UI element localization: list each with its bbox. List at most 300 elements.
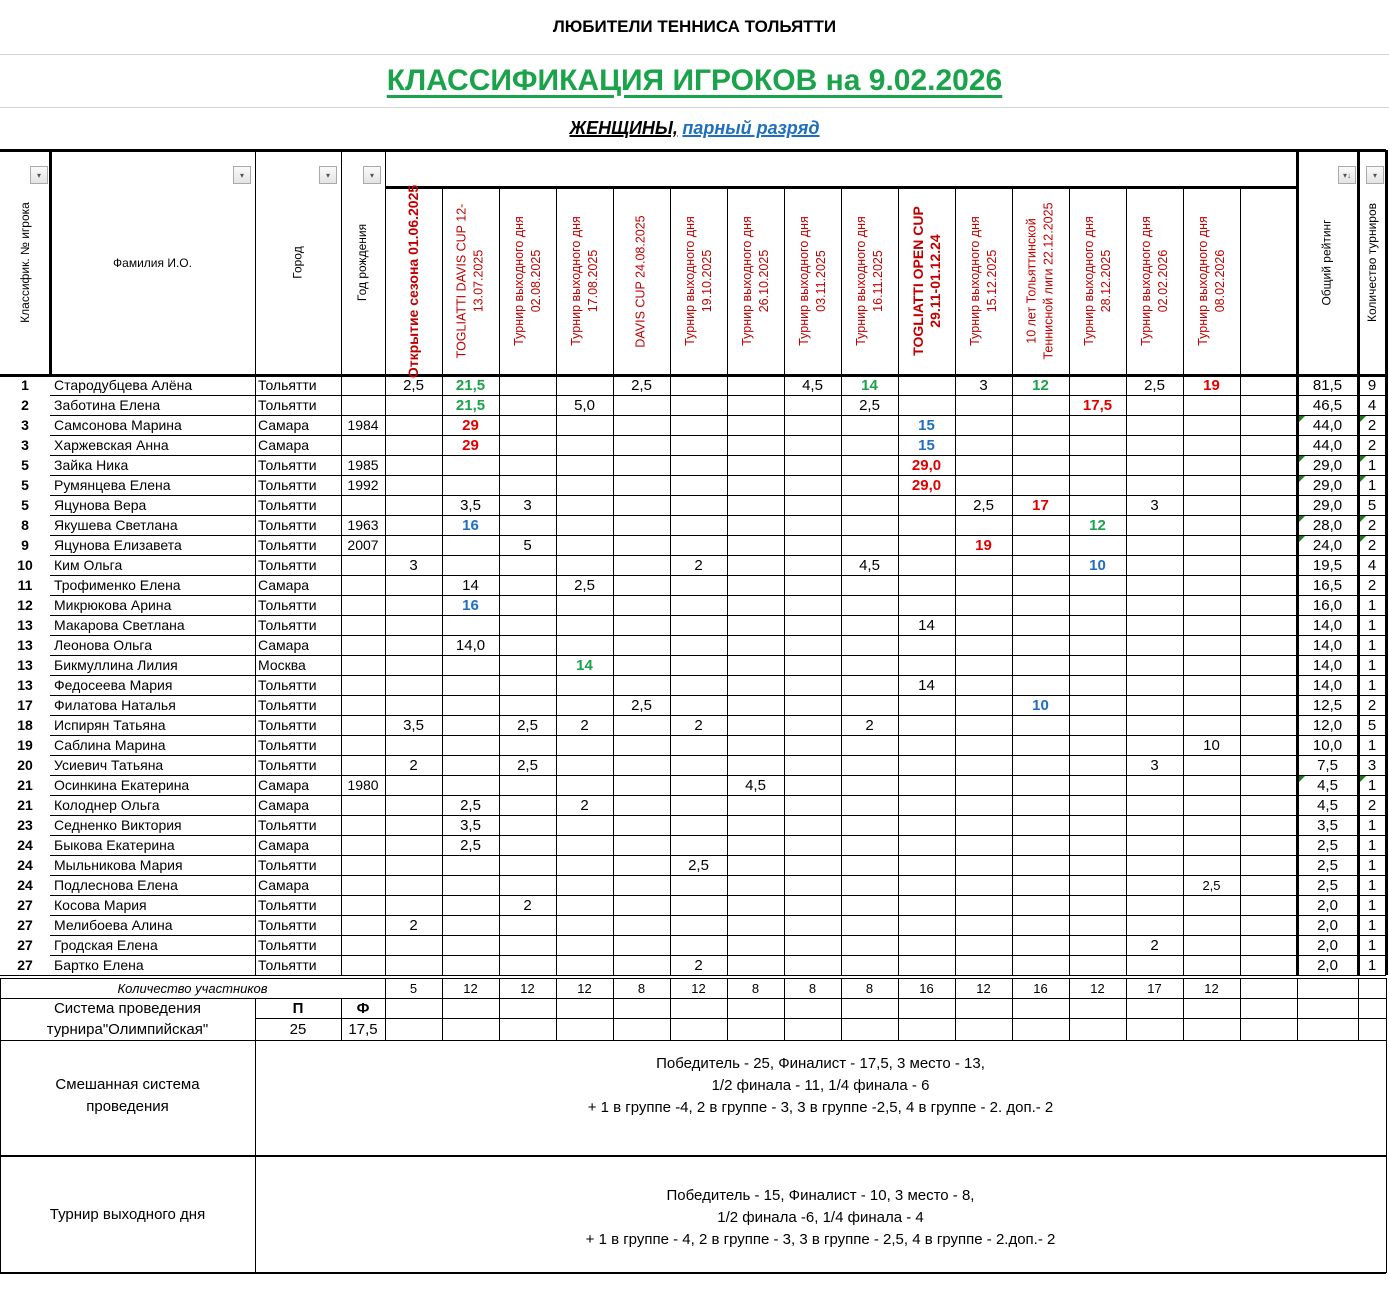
event-title-line1: Турнир выходного дня [853, 216, 868, 346]
player-total: 44,0 [1312, 416, 1343, 434]
player-city: Тольятти [258, 497, 317, 513]
table-row[interactable] [0, 595, 1386, 615]
player-total: 2,0 [1317, 956, 1338, 974]
filter-dropdown-icon[interactable]: ▾ [319, 166, 337, 184]
player-rank: 24 [17, 857, 33, 873]
filter-dropdown-icon[interactable]: ▾ [363, 166, 381, 184]
table-row[interactable] [0, 475, 1386, 495]
player-name: Филатова Наталья [54, 697, 176, 713]
event-score: 2,5 [631, 376, 652, 394]
player-birth-year [341, 395, 385, 415]
player-total: 14,0 [1312, 616, 1343, 634]
player-total: 29,0 [1312, 456, 1343, 474]
event-title [910, 206, 944, 356]
player-name: Зайка Ника [54, 457, 129, 473]
player-name: Микрюкова Арина [54, 597, 172, 613]
event-score: 3 [409, 556, 418, 574]
event-score: 21,5 [455, 376, 486, 394]
event-header [385, 184, 442, 378]
mixed-system-rules [255, 1053, 1386, 1119]
player-name: Трофименко Елена [54, 577, 181, 593]
event-score: 15 [918, 436, 935, 454]
player-rank: 27 [17, 957, 33, 973]
player-rank: 23 [17, 817, 33, 833]
player-rank: 13 [17, 677, 33, 693]
player-rank: 12 [17, 597, 33, 613]
cell-note-marker [1299, 416, 1305, 422]
player-tournament-count: 1 [1367, 876, 1377, 894]
player-tournament-count: 1 [1367, 616, 1377, 634]
participants-count: 16 [919, 980, 934, 996]
player-city: Тольятти [258, 477, 317, 493]
event-header [1012, 187, 1069, 375]
player-rank: 13 [17, 637, 33, 653]
player-total: 16,5 [1312, 576, 1343, 594]
table-row[interactable] [0, 395, 1386, 415]
player-rank: 27 [17, 897, 33, 913]
player-birth-year: 1980 [347, 777, 379, 793]
org-title-row [0, 0, 1389, 55]
cell-note-marker [1360, 516, 1366, 522]
event-score: 12 [1032, 376, 1049, 394]
event-title [511, 216, 545, 346]
player-birth-year [341, 815, 385, 835]
grid-line [898, 978, 899, 1040]
table-row[interactable] [0, 495, 1386, 515]
participants-count: 12 [463, 980, 478, 996]
event-score: 3,5 [460, 496, 481, 514]
event-score: 14 [918, 616, 935, 634]
event-score: 2 [694, 956, 703, 974]
mixed-system-label-line2: проведения [86, 1098, 169, 1115]
event-score: 2 [409, 916, 418, 934]
event-score: 14 [918, 676, 935, 694]
table-row[interactable] [0, 895, 1386, 915]
player-total: 2,5 [1317, 836, 1338, 854]
table-row[interactable] [0, 555, 1386, 575]
table-row[interactable] [0, 535, 1386, 555]
event-score: 29 [462, 416, 479, 434]
table-row[interactable] [0, 415, 1386, 435]
event-title-line2: 13.07.2025 [471, 249, 486, 313]
event-title-line1: Турнир выходного дня [511, 216, 526, 346]
player-birth-year [341, 935, 385, 955]
grid-line [670, 978, 671, 1040]
participants-count: 12 [1090, 980, 1105, 996]
player-tournament-count: 2 [1367, 576, 1377, 594]
player-tournament-count: 1 [1367, 456, 1377, 474]
table-row[interactable] [0, 715, 1386, 735]
event-score: 19 [975, 536, 992, 554]
mixed-rule-line: Победитель - 25, Финалист - 17,5, 3 место - 13, [656, 1055, 985, 1072]
olympic-p-value: 25 [289, 1020, 307, 1038]
grid-line [0, 975, 50, 976]
cell-note-marker [1360, 416, 1366, 422]
player-city: Тольятти [258, 557, 317, 573]
player-birth-year: 1984 [347, 417, 379, 433]
player-city: Тольятти [258, 737, 317, 753]
player-rank: 27 [17, 937, 33, 953]
player-rank: 3 [21, 417, 29, 433]
cell-note-marker [1299, 476, 1305, 482]
event-title [796, 216, 830, 346]
player-city: Самара [258, 797, 310, 813]
player-name: Саблина Марина [54, 737, 166, 753]
player-city: Тольятти [258, 817, 317, 833]
table-row[interactable] [0, 915, 1386, 935]
player-name: Испирян Татьяна [54, 717, 166, 733]
event-header [1126, 187, 1183, 375]
column-header-city-label: Город [290, 246, 305, 279]
table-row[interactable] [0, 515, 1386, 535]
event-title-line2: 15.12.2025 [984, 249, 999, 313]
column-header-name: Фамилия И.О. [113, 255, 192, 270]
participants-count: 8 [637, 980, 646, 996]
event-score: 16 [462, 596, 479, 614]
grid-line [442, 978, 443, 1040]
player-birth-year [341, 595, 385, 615]
table-row[interactable] [0, 455, 1386, 475]
participants-count: 12 [520, 980, 535, 996]
player-birth-year [341, 715, 385, 735]
filter-dropdown-icon[interactable]: ▾ [30, 166, 48, 184]
event-score: 2,5 [859, 396, 880, 414]
player-tournament-count: 1 [1367, 776, 1377, 794]
table-row[interactable] [0, 775, 1386, 795]
event-score: 3 [523, 496, 532, 514]
player-birth-year [341, 375, 385, 395]
player-rank: 5 [21, 497, 29, 513]
player-total: 24,0 [1312, 536, 1343, 554]
player-total: 28,0 [1312, 516, 1343, 534]
participants-count: 17 [1147, 980, 1162, 996]
page-title: КЛАССИФИКАЦИЯ ИГРОКОВ на 9.02.2026 [386, 64, 1003, 97]
player-name: Якушева Светлана [54, 517, 178, 533]
player-rank: 5 [21, 457, 29, 473]
event-title-line1: Турнир выходного дня [568, 216, 583, 346]
grid-line [1358, 978, 1359, 1040]
player-birth-year [341, 675, 385, 695]
player-birth-year [341, 895, 385, 915]
event-title-line1: Турнир выходного дня [1081, 216, 1096, 346]
event-score: 3,5 [460, 816, 481, 834]
event-score: 2,5 [460, 796, 481, 814]
player-tournament-count: 2 [1367, 796, 1377, 814]
event-score: 2,5 [1202, 877, 1221, 893]
table-row[interactable] [0, 695, 1386, 715]
player-city: Самара [258, 837, 310, 853]
event-title-line1: Турнир выходного дня [796, 216, 811, 346]
table-row[interactable] [0, 935, 1386, 955]
filter-dropdown-icon[interactable]: ▾ [233, 166, 251, 184]
player-city: Самара [258, 777, 310, 793]
participants-count: 12 [577, 980, 592, 996]
event-title [633, 215, 650, 347]
event-header [1069, 187, 1126, 375]
table-row[interactable] [0, 635, 1386, 655]
event-title-line2: 08.02.2026 [1212, 249, 1227, 313]
cell-note-marker [1299, 776, 1305, 782]
grid-line [1386, 978, 1387, 1273]
player-name: Усиевич Татьяна [54, 757, 164, 773]
grid-line [50, 975, 1386, 976]
player-total: 2,0 [1317, 896, 1338, 914]
player-total: 14,0 [1312, 636, 1343, 654]
player-tournament-count: 1 [1367, 596, 1377, 614]
player-total: 2,5 [1317, 856, 1338, 874]
player-tournament-count: 1 [1367, 856, 1377, 874]
event-title [405, 184, 422, 377]
player-name: Яцунова Елизавета [54, 537, 182, 553]
player-rank: 5 [21, 477, 29, 493]
event-title [853, 216, 887, 346]
event-title-line1: DAVIS CUP 24.08.2025 [634, 214, 649, 348]
participants-count: 8 [808, 980, 817, 996]
column-header-rank-label: Классифик. № игрока [17, 202, 32, 323]
event-score: 3 [1150, 496, 1159, 514]
player-tournament-count: 2 [1367, 516, 1377, 534]
event-title-line2: 26.10.2025 [756, 249, 771, 313]
table-row[interactable] [0, 955, 1386, 975]
event-header [613, 187, 670, 375]
event-score: 2,5 [631, 696, 652, 714]
player-tournament-count: 5 [1367, 716, 1377, 734]
table-row[interactable] [0, 655, 1386, 675]
event-title-line1: 10 лет Тольяттинской [1024, 218, 1039, 344]
grid-line [1069, 978, 1070, 1040]
player-rank: 2 [21, 397, 29, 413]
event-title-line1: TOGLIATTI DAVIS CUP 12- [454, 203, 469, 359]
player-rank: 18 [17, 717, 33, 733]
player-birth-year: 1963 [347, 517, 379, 533]
grid-line [0, 978, 1, 1273]
player-total: 12,0 [1312, 716, 1343, 734]
player-total: 81,5 [1312, 376, 1343, 394]
player-birth-year [341, 655, 385, 675]
player-birth-year [341, 435, 385, 455]
table-row[interactable] [0, 435, 1386, 455]
grid-line [841, 978, 842, 1040]
event-title-line1: Турнир выходного дня [967, 216, 982, 346]
player-rank: 20 [17, 757, 33, 773]
event-header [442, 187, 499, 375]
player-birth-year: 1985 [347, 457, 379, 473]
participants-count [1240, 978, 1297, 998]
event-title-line1: TOGLIATTI OPEN CUP [909, 206, 926, 356]
event-score: 2 [694, 556, 703, 574]
event-title-line1: Турнир выходного дня [1138, 216, 1153, 346]
table-row[interactable] [0, 815, 1386, 835]
player-city: Тольятти [258, 717, 317, 733]
player-birth-year [341, 915, 385, 935]
event-score: 2 [694, 716, 703, 734]
weekend-rule-line: + 1 в группе - 4, 2 в группе - 3, 3 в группе - 2,5, 4 в группе - 2.доп.- 2 [585, 1231, 1056, 1248]
player-birth-year [341, 955, 385, 975]
weekend-rules [255, 1185, 1386, 1251]
grid-line [727, 978, 728, 1040]
table-row[interactable] [0, 575, 1386, 595]
table-row[interactable] [0, 615, 1386, 635]
grid-line [1240, 978, 1241, 1040]
page-title-row [0, 55, 1389, 108]
player-city: Самара [258, 437, 310, 453]
sort-descending-icon[interactable]: ▾↓ [1338, 166, 1356, 184]
player-birth-year: 1992 [347, 477, 379, 493]
olympic-system-label: Система проведения [53, 999, 202, 1017]
player-name: Осинкина Екатерина [54, 777, 190, 793]
player-name: Румянцева Елена [54, 477, 171, 493]
category-row [0, 108, 1389, 148]
table-row[interactable] [0, 795, 1386, 815]
participants-count: 5 [409, 980, 418, 996]
table-row[interactable] [0, 375, 1386, 395]
event-score: 3 [1150, 756, 1159, 774]
player-birth-year: 2007 [347, 537, 379, 553]
player-city: Тольятти [258, 697, 317, 713]
event-header [841, 187, 898, 375]
player-total: 29,0 [1312, 476, 1343, 494]
event-score: 10 [1203, 736, 1220, 754]
event-score: 2 [1150, 936, 1159, 954]
event-score: 19 [1203, 376, 1220, 394]
event-title [454, 204, 488, 359]
event-score: 14 [462, 576, 479, 594]
table-row[interactable] [0, 755, 1386, 775]
event-score: 15 [918, 416, 935, 434]
player-city: Тольятти [258, 397, 317, 413]
player-tournament-count: 1 [1367, 936, 1377, 954]
event-score: 29 [462, 436, 479, 454]
player-total: 2,0 [1317, 936, 1338, 954]
player-city: Тольятти [258, 677, 317, 693]
grid-line [1183, 978, 1184, 1040]
org-title: ЛЮБИТЕЛИ ТЕННИСА ТОЛЬЯТТИ [552, 17, 837, 36]
player-name: Макарова Светлана [54, 617, 185, 633]
player-city: Тольятти [258, 377, 317, 393]
player-rank: 27 [17, 917, 33, 933]
participants-count: 12 [691, 980, 706, 996]
event-score: 4,5 [859, 556, 880, 574]
event-score: 2 [523, 896, 532, 914]
event-header [1183, 187, 1240, 375]
event-score: 21,5 [455, 396, 486, 414]
player-tournament-count: 1 [1367, 676, 1377, 694]
event-score: 2,5 [1144, 376, 1165, 394]
event-score: 2 [409, 756, 418, 774]
cell-note-marker [1360, 476, 1366, 482]
event-header [784, 187, 841, 375]
player-total: 14,0 [1312, 676, 1343, 694]
event-score: 4,5 [802, 376, 823, 394]
grid-line [1297, 978, 1298, 1040]
player-rank: 11 [17, 577, 33, 593]
player-tournament-count: 1 [1367, 816, 1377, 834]
event-title-line1: Турнир выходного дня [682, 216, 697, 346]
event-title-line2: 28.12.2025 [1098, 249, 1113, 313]
participants-count: 12 [1204, 980, 1219, 996]
event-score: 14 [861, 376, 878, 394]
event-title [1138, 216, 1172, 346]
player-birth-year [341, 575, 385, 595]
player-rank: 1 [21, 377, 29, 393]
cell-note-marker [1299, 516, 1305, 522]
grid-line [784, 978, 785, 1040]
event-score: 14,0 [455, 636, 486, 654]
event-title-line1: Турнир выходного дня [1195, 216, 1210, 346]
event-score: 10 [1032, 696, 1049, 714]
player-birth-year [341, 735, 385, 755]
player-tournament-count: 2 [1367, 436, 1377, 454]
table-row[interactable] [0, 875, 1386, 895]
player-total: 10,0 [1312, 736, 1343, 754]
grid-line [385, 978, 386, 1040]
event-title-line1: Турнир выходного дня [739, 216, 754, 346]
event-score: 2,5 [517, 716, 538, 734]
event-header [955, 187, 1012, 375]
player-total: 7,5 [1317, 756, 1338, 774]
event-score: 10 [1089, 556, 1106, 574]
player-rank: 21 [17, 797, 33, 813]
event-header [499, 187, 556, 375]
player-rank: 13 [17, 657, 33, 673]
event-score: 2,5 [403, 376, 424, 394]
player-city: Тольятти [258, 917, 317, 933]
grid-line [1012, 978, 1013, 1040]
player-total: 2,5 [1317, 876, 1338, 894]
player-tournament-count: 1 [1367, 736, 1377, 754]
olympic-p-label: П [292, 999, 304, 1017]
player-city: Самара [258, 577, 310, 593]
player-name: Бикмуллина Лилия [54, 657, 178, 673]
table-row[interactable] [0, 735, 1386, 755]
player-rank: 8 [21, 517, 29, 533]
event-score: 29,0 [911, 476, 942, 494]
event-score: 2,5 [460, 836, 481, 854]
event-score: 5,0 [574, 396, 595, 414]
player-birth-year [341, 855, 385, 875]
player-name: Быкова Екатерина [54, 837, 175, 853]
filter-dropdown-icon[interactable]: ▾ [1366, 166, 1384, 184]
player-total: 4,5 [1317, 776, 1338, 794]
player-name: Седненко Виктория [54, 817, 182, 833]
event-score: 2 [865, 716, 874, 734]
player-tournament-count: 2 [1367, 536, 1377, 554]
column-header-birth-year-label: Год рождения [355, 223, 370, 302]
player-name: Федосеева Мария [54, 677, 173, 693]
event-title [967, 216, 1001, 346]
event-title-line2: 02.08.2025 [528, 249, 543, 313]
cell-note-marker [1360, 456, 1366, 462]
player-name: Самсонова Марина [54, 417, 182, 433]
category-women: ЖЕНЩИНЫ, [569, 118, 678, 138]
player-total: 3,5 [1317, 816, 1338, 834]
grid-line [955, 978, 956, 1040]
table-row[interactable] [0, 835, 1386, 855]
event-header [1240, 187, 1297, 375]
event-score: 3,5 [403, 716, 424, 734]
event-score: 16 [462, 516, 479, 534]
player-tournament-count: 4 [1367, 396, 1377, 414]
player-name: Заботина Елена [54, 397, 161, 413]
player-name: Подлеснова Елена [54, 877, 178, 893]
player-rank: 10 [17, 557, 33, 573]
table-row[interactable] [0, 675, 1386, 695]
table-row[interactable] [0, 855, 1386, 875]
grid-line [0, 1040, 1386, 1041]
player-name: Колоднер Ольга [54, 797, 160, 813]
player-tournament-count: 3 [1367, 756, 1377, 774]
player-total: 29,0 [1312, 496, 1343, 514]
